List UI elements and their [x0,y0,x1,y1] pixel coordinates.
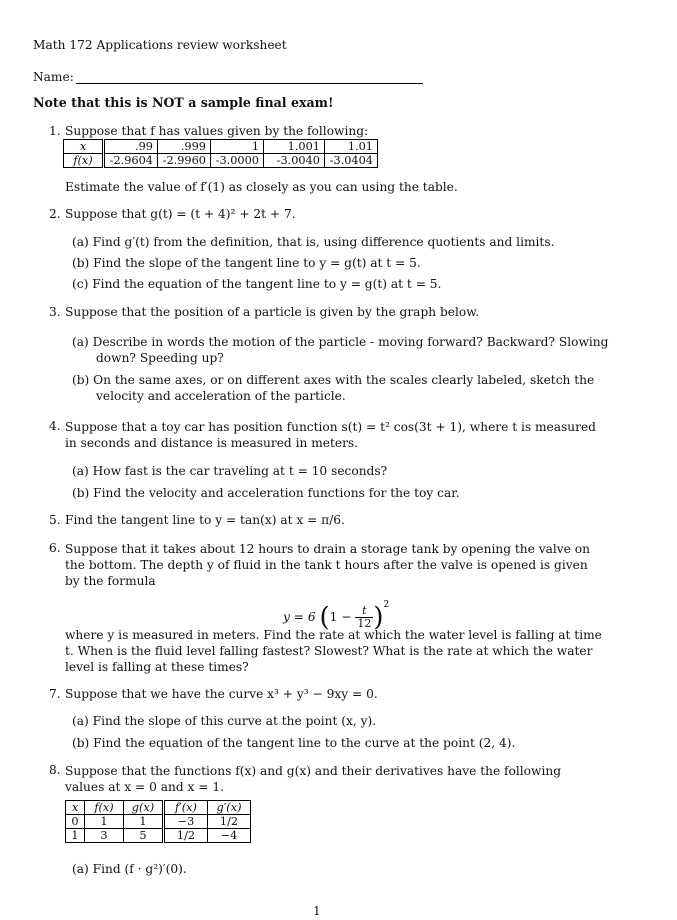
table-cell: f(x) [85,801,124,815]
q4-number: 4. [49,419,61,433]
q6-stem: Suppose that it takes about 12 hours to drain a storage tank by opening the valve on the bottom. The depth y of fluid in the tank t hours after the valve is opened is given by the formula [65,542,590,588]
table-cell: -2.9960 [158,154,211,168]
table-cell: -3.0040 [264,154,325,168]
q2-part-b: (b) Find the slope of the tangent line to y = g(t) at t = 5. [72,256,421,270]
q4-part-a: (a) How fast is the car traveling at t = 10 seconds? [72,464,388,478]
q8-part-a: (a) Find (f · g²)′(0). [72,862,187,876]
q8-stem: Suppose that the functions f(x) and g(x) and their derivatives have the following values at x = 0 and x = 1. [65,764,562,794]
q7-part-b: (b) Find the equation of the tangent line to the curve at the point (2, 4). [72,736,516,750]
q5-stem: Find the tangent line to y = tan(x) at x = π/6. [65,513,345,527]
q4-stem: Suppose that a toy car has position function s(t) = t² cos(3t + 1), where t is measured in seconds and distance is measured in meters. [65,420,596,450]
table-cell: −4 [208,829,251,843]
q8-value-table [65,800,251,843]
q1-number: 1. [49,124,61,138]
table-cell: 1/2 [164,829,208,843]
table-cell: 1/2 [208,815,251,829]
table-cell: f′(x) [164,801,208,815]
table-cell: 3 [85,829,124,843]
table-cell: f(x) [64,154,104,168]
table-row [66,829,251,843]
q2-number: 2. [49,207,61,221]
q3-number: 3. [49,305,61,319]
q2-part-c: (c) Find the equation of the tangent line to y = g(t) at t = 5. [72,277,442,291]
table-cell: 0 [66,815,85,829]
table-cell: 1 [66,829,85,843]
table-cell: g(x) [124,801,164,815]
table-cell: -3.0000 [211,154,264,168]
note: Note that this is NOT a sample final exam! [33,95,334,110]
table-row [66,815,251,829]
q2-part-a: (a) Find g′(t) from the definition, that is, using difference quotients and limits. [72,235,555,249]
worksheet-title: Math 172 Applications review worksheet [33,38,287,52]
name-label: Name: [33,70,74,84]
table-row [64,140,378,154]
table-cell: g′(x) [208,801,251,815]
q1-intro: Suppose that f has values given by the following: [65,124,369,138]
q6-number: 6. [49,541,61,555]
formula-denominator: 12 [357,617,372,630]
formula-lhs: y = 6 [283,610,316,624]
q7-part-a: (a) Find the slope of this curve at the point (x, y). [72,714,377,728]
q6-after: where y is measured in meters. Find the rate at which the water level is falling at time t. When is the fluid level falling fastest? Slowest? What is the rate at which the water level is falling at these times? [65,628,602,674]
name-line [76,83,423,84]
table-cell: 5 [124,829,164,843]
table-cell: 1 [211,140,264,154]
q4-part-b: (b) Find the velocity and acceleration functions for the toy car. [72,486,460,500]
q8-number: 8. [49,763,61,777]
table-row [66,801,251,815]
formula-close-paren: ) [373,602,384,633]
formula-one-minus: 1 − [329,610,352,624]
q3-part-a: (a) Describe in words the motion of the particle - moving forward? Backward? Slowing down? Speeding up? [72,335,609,365]
q7-number: 7. [49,687,61,701]
q1-value-table [63,139,378,168]
formula-exponent: 2 [383,600,390,610]
page-number: 1 [313,904,321,918]
q3-stem: Suppose that the position of a particle is given by the graph below. [65,305,480,319]
formula-numerator: t [355,605,373,618]
table-cell: 1.001 [264,140,325,154]
q5-number: 5. [49,513,61,527]
formula-open-paren: ( [319,602,330,633]
table-cell: -2.9604 [104,154,158,168]
table-cell: .999 [158,140,211,154]
table-cell: x [66,801,85,815]
table-cell: 1 [124,815,164,829]
q7-stem: Suppose that we have the curve x³ + y³ − 9xy = 0. [65,687,378,701]
q3-part-b: (b) On the same axes, or on different axes with the scales clearly labeled, sketch the velocity and acceleration of the particle. [72,373,595,403]
table-row [64,154,378,168]
q1-task: Estimate the value of f′(1) as closely as you can using the table. [65,180,458,194]
table-cell: -3.0404 [325,154,378,168]
table-cell: 1 [85,815,124,829]
q2-stem: Suppose that g(t) = (t + 4)² + 2t + 7. [65,207,296,221]
table-cell: 1.01 [325,140,378,154]
table-cell: −3 [164,815,208,829]
table-cell: .99 [104,140,158,154]
q6-formula [283,588,390,633]
table-cell: x [64,140,104,154]
